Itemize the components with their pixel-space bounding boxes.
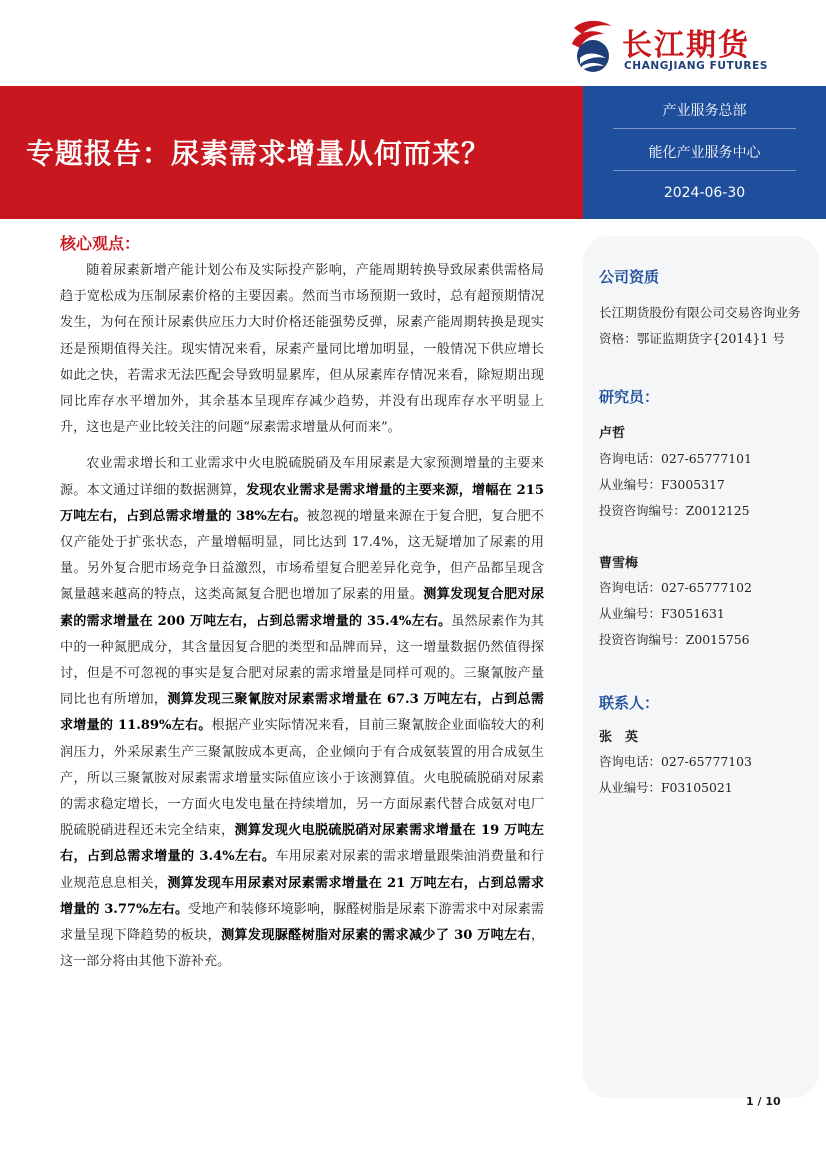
logo-english-text: CHANGJIANG FUTURES [624, 60, 769, 72]
highlight-text: 发现农业需求是需求增量的主要来源，增幅在 215 万吨左右，占到总需求增量的 38%左右。 [60, 482, 545, 524]
body-text: 车用尿素对尿素的需求增量跟柴油消费量和行业规范息息相关， [60, 849, 545, 891]
highlight-text: 测算发现火电脱硫脱硝对尿素需求增量在 19 万吨左右，占到总需求增量的 3.4%左右。 [60, 823, 544, 865]
contact-name: 张 英 [599, 730, 639, 745]
paragraph-2 [60, 451, 544, 975]
researcher-practice-id: 从业编号：F3005317 [599, 477, 725, 492]
company-qualification-heading: 公司资质 [599, 268, 660, 286]
researcher-phone: 咨询电话：027-65777101 [599, 451, 752, 466]
researchers-heading: 研究员： [599, 388, 660, 406]
body-text: ，这一部分将由其他下游补充。 [60, 928, 544, 970]
report-date: 2024-06-30 [663, 185, 746, 201]
core-view-body [60, 258, 544, 985]
report-info-box [583, 86, 826, 219]
paragraph-1: 随着尿素新增产能计划公布及实际投产影响，产能周期转换导致尿素供需格局趋于宽松成为压制尿素价格的主要因素。然而当市场预期一致时，总有超预期情况发生，为何在预计尿素供应压力大时价格还能强势反弹，尿素产能周期转换是现实还是预期值得关注。现实情况来看，尿素产量同比增加明显，一般情况下供应增长如此之快，若需求无法匹配会导致明显累库，但从尿素库存情况来看，除短期出现同比库存水平增加外，其余基本呈现库存减少趋势，并没有出现库存水平明显上升，这也是产业比较关注的问题“尿素需求增量从何而来”。 [60, 263, 544, 436]
body-text: 虽然尿素作为其中的一种氮肥成分，其含量因复合肥的类型和品牌而异，这一增量数据仍然值得探讨，但是不可忽视的事实是复合肥对尿素的需求增量是同样可观的。三聚氰胺产量同比也有所增加， [60, 613, 544, 708]
divider [613, 170, 796, 171]
company-logo [568, 14, 798, 80]
dragon-logo-icon [568, 18, 618, 76]
contact-practice-id: 从业编号：F03105021 [599, 780, 733, 795]
title-banner [0, 86, 583, 219]
department-label: 产业服务总部 [662, 103, 747, 119]
researcher-advisory-id: 投资咨询编号：Z0015756 [599, 632, 750, 647]
researcher-phone: 咨询电话：027-65777102 [599, 580, 752, 595]
sidebar-panel [583, 236, 819, 1098]
core-view-heading: 核心观点： [60, 234, 141, 253]
body-text: 农业需求增长和工业需求中火电脱硫脱硝及车用尿素是大家预测增量的主要来源。本文通过详细的数据测算， [60, 456, 544, 498]
center-label: 能化产业服务中心 [648, 145, 761, 161]
highlight-text: 测算发现脲醛树脂对尿素的需求减少了 30 万吨左右 [221, 928, 531, 944]
body-text: 根据产业实际情况来看，目前三聚氰胺企业面临较大的利润压力，外采尿素生产三聚氰胺成本更高，企业倾向于有合成氨装置的用合成氨生产，所以三聚氰胺对尿素需求增量实际值应该小于该测算值。火电脱硫脱硝对尿素的需求稳定增长，一方面火电发电量在持续增加，另一方面尿素代替合成氨对电厂脱硫脱硝进程还未完全结束， [60, 718, 544, 839]
researcher-advisory-id: 投资咨询编号：Z0012125 [599, 503, 750, 518]
contact-heading: 联系人： [599, 694, 660, 712]
researcher-name: 曹雪梅 [599, 556, 639, 571]
body-text: 受地产和装修环境影响，脲醛树脂是尿素下游需求中对尿素需求量呈现下降趋势的板块， [60, 901, 545, 944]
page-number: 1 / 10 [746, 1095, 781, 1108]
researcher-practice-id: 从业编号：F3051631 [599, 606, 725, 621]
highlight-text: 测算发现三聚氰胺对尿素需求增量在 67.3 万吨左右，占到总需求增量的 11.89%左右。 [60, 692, 544, 734]
researcher-name: 卢哲 [599, 426, 626, 441]
logo-chinese-text: 长江期货 [622, 28, 750, 63]
divider [613, 128, 796, 129]
highlight-text: 测算发现车用尿素对尿素需求增量在 21 万吨左右，占到总需求增量的 3.77%左右。 [60, 875, 544, 917]
highlight-text: 测算发现复合肥对尿素的需求增量在 200 万吨左右，占到总需求增量的 35.4%左右。 [60, 587, 545, 629]
company-qualification-text: 长江期货股份有限公司交易咨询业务资格：鄂证监期货字{2014}1 号 [599, 305, 801, 346]
contact-phone: 咨询电话：027-65777103 [599, 754, 752, 769]
report-title: 专题报告：尿素需求增量从何而来？ [26, 137, 491, 170]
body-text: 被忽视的增量来源在于复合肥，复合肥不仅产能处于扩张状态，产量增幅明显，同比达到 17.4%，这无疑增加了尿素的用量。另外复合肥市场竞争日益激烈，市场希望复合肥差异化竞争，但产品都呈现含氮量越来越高的特点，这类高氮复合肥也增加了尿素的用量。 [60, 508, 544, 603]
